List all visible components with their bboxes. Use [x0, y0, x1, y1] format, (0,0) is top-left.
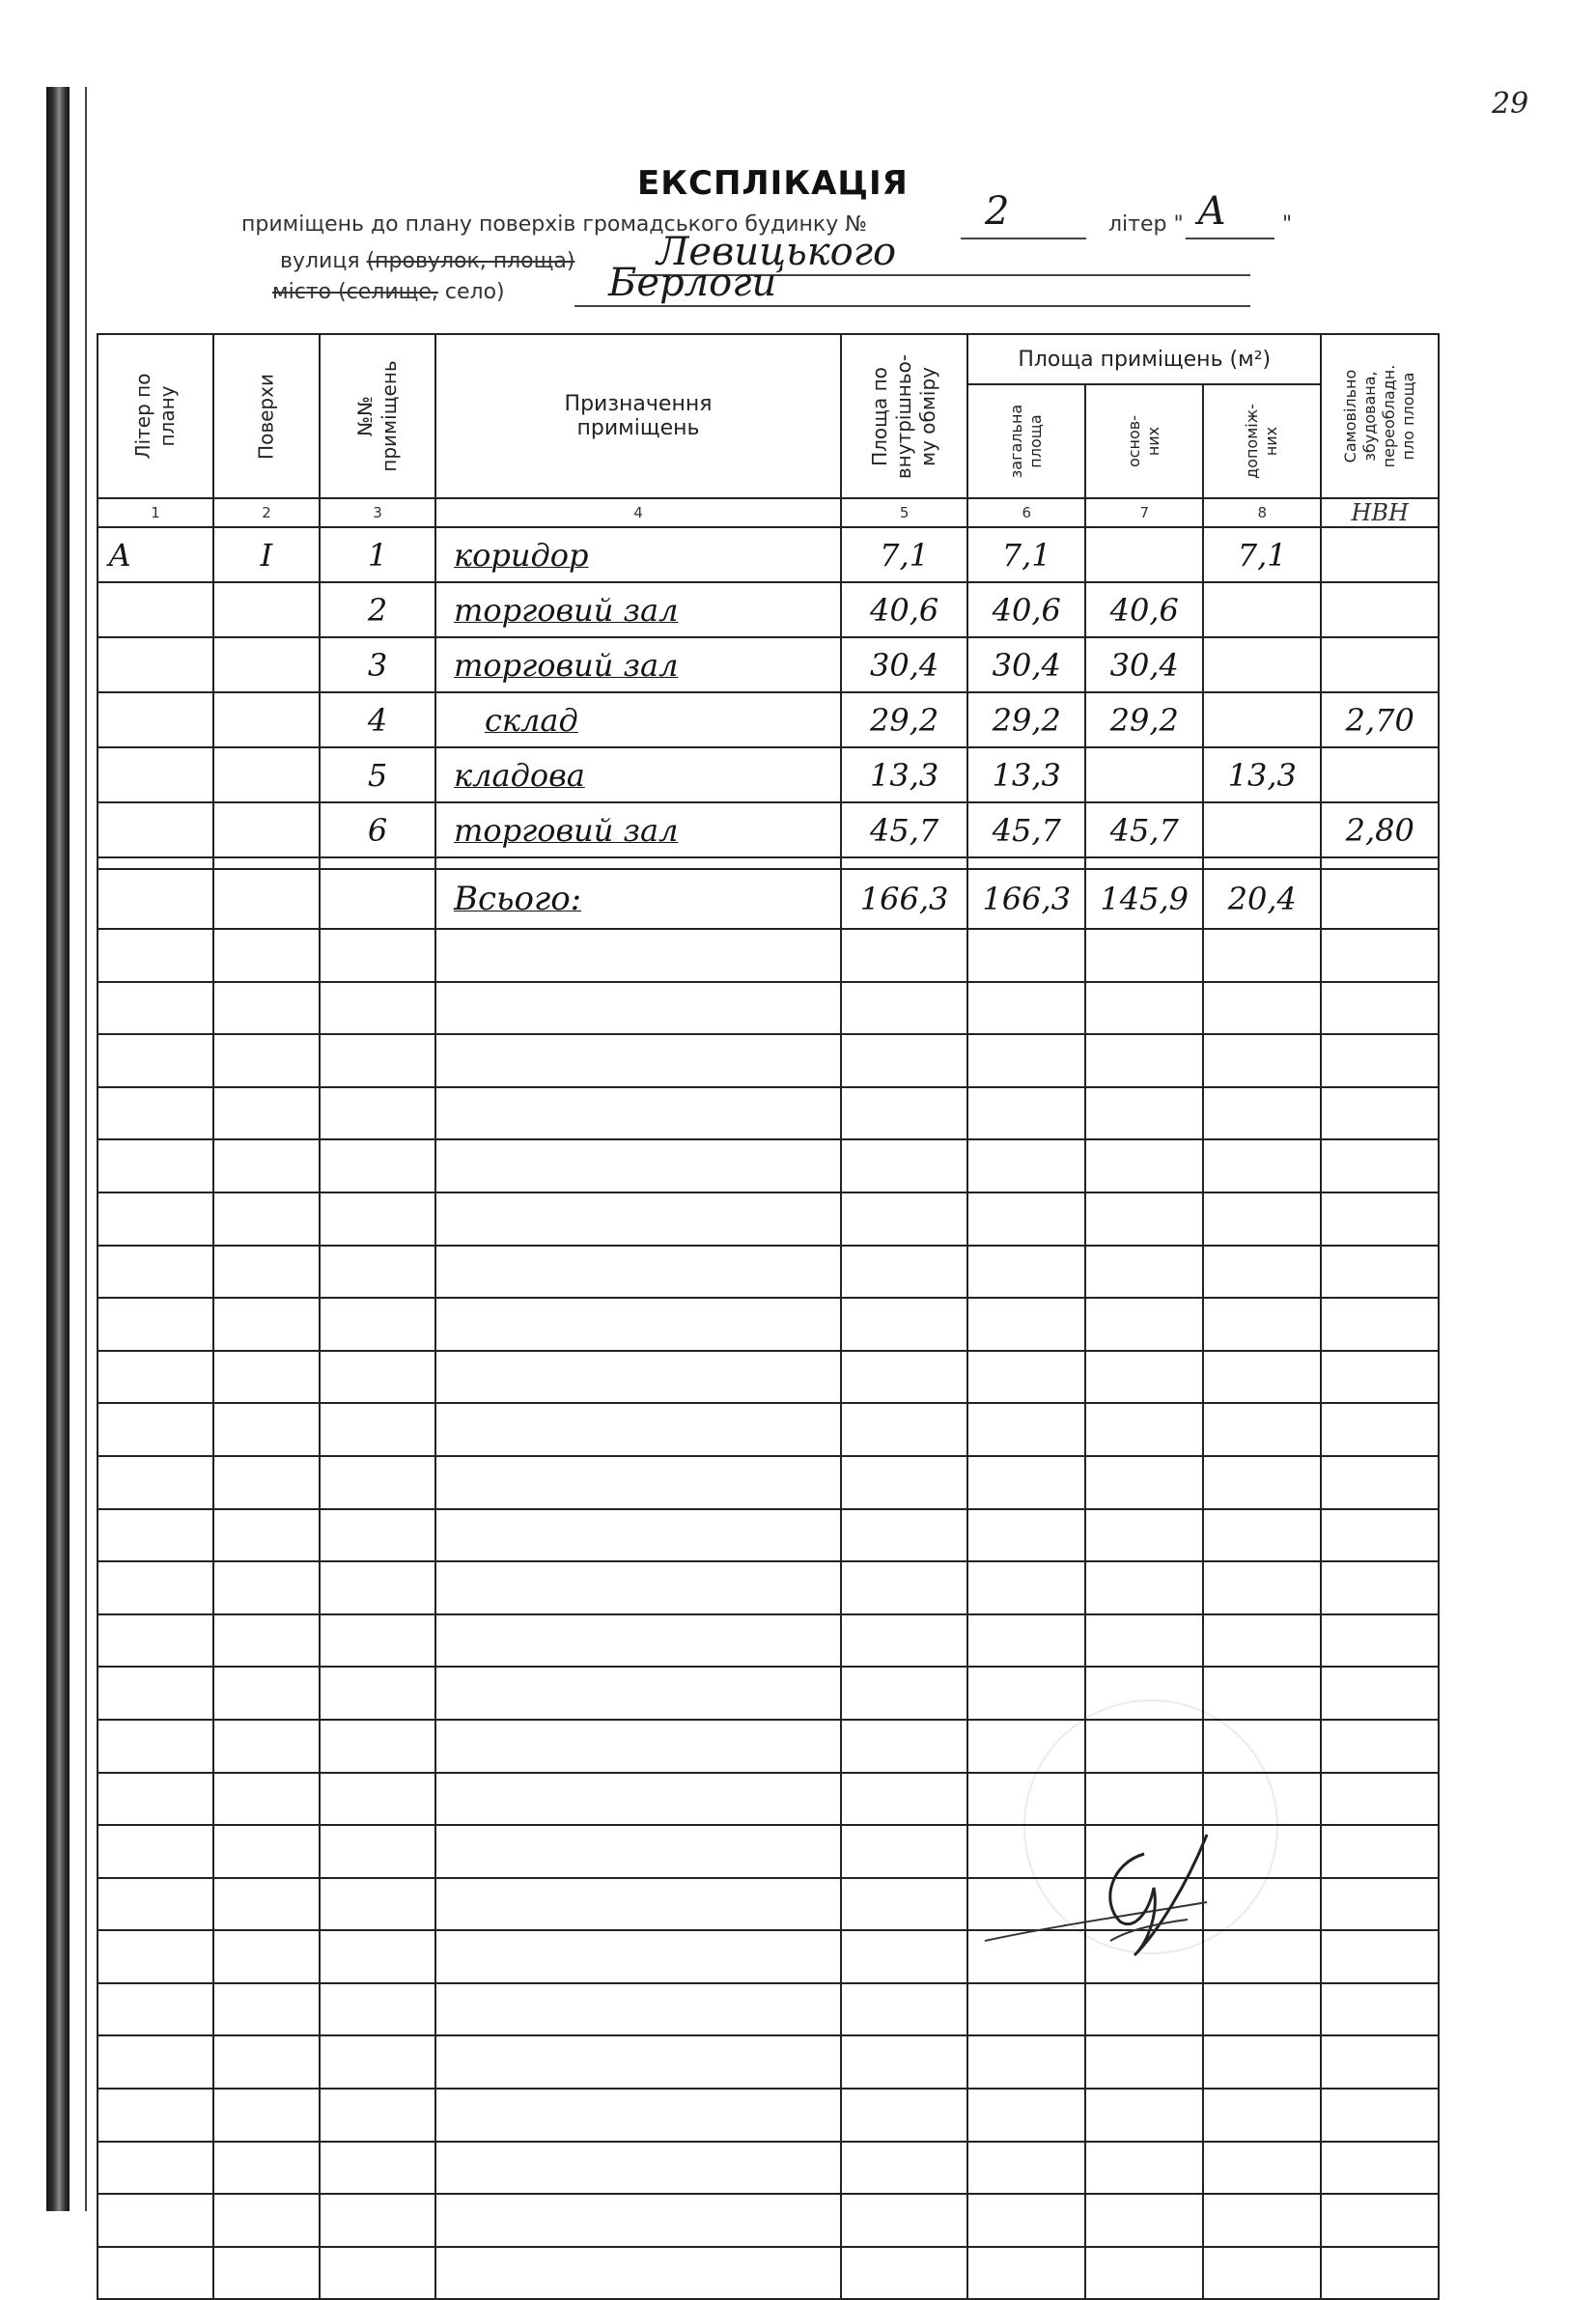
cell-purpose: склад	[435, 692, 841, 747]
col-header-height: Самовільно збудована, переобладн. пло площа	[1321, 334, 1439, 498]
table-row	[98, 802, 1439, 857]
cell-main: 40,6	[1085, 582, 1203, 637]
cell-purpose: кладова	[435, 747, 841, 802]
col-number: 8	[1203, 498, 1321, 527]
empty-row	[98, 1403, 1439, 1456]
col-number: 2	[213, 498, 320, 527]
cell-total: 7,1	[967, 527, 1085, 582]
cell-liter	[98, 637, 213, 692]
empty-row	[98, 2035, 1439, 2089]
empty-row	[98, 1298, 1439, 1351]
cell-liter	[98, 747, 213, 802]
separator-row	[98, 857, 1439, 869]
cell-area: 40,6	[841, 582, 967, 637]
street-label: вулиця	[280, 249, 360, 273]
cell-total: 45,7	[967, 802, 1085, 857]
total-area: 166,3	[841, 869, 967, 929]
empty-row	[98, 929, 1439, 982]
cell-height: 2,80	[1321, 802, 1439, 857]
col-number: 7	[1085, 498, 1203, 527]
col-header-area-internal: Площа по внутрішньо- му обміру	[841, 334, 967, 498]
empty-row	[98, 1561, 1439, 1614]
binding-edge	[46, 87, 70, 2211]
col-number: 5	[841, 498, 967, 527]
col-header-floors: Поверхи	[213, 334, 320, 498]
cell-area: 45,7	[841, 802, 967, 857]
cell-height	[1321, 637, 1439, 692]
cell-floor	[213, 582, 320, 637]
street-struck: (провулок, площа)	[366, 249, 575, 273]
empty-row	[98, 1983, 1439, 2036]
binding-line	[85, 87, 87, 2211]
cell-no: 5	[320, 747, 435, 802]
table-row	[98, 637, 1439, 692]
liter-underline	[1186, 238, 1274, 239]
cell-floor: І	[213, 527, 320, 582]
cell-main: 29,2	[1085, 692, 1203, 747]
empty-row	[98, 2089, 1439, 2142]
cell-height	[1321, 747, 1439, 802]
cell-total: 40,6	[967, 582, 1085, 637]
city-value: Берлоги	[608, 261, 777, 305]
empty-row	[98, 1667, 1439, 1720]
cell-height	[1321, 527, 1439, 582]
cell-no: 2	[320, 582, 435, 637]
cell-area: 13,3	[841, 747, 967, 802]
col-number: 1	[98, 498, 213, 527]
cell-aux	[1203, 582, 1321, 637]
liter-close: "	[1282, 212, 1293, 237]
building-number-underline	[961, 238, 1086, 239]
cell-main	[1085, 527, 1203, 582]
cell-purpose: торговий зал	[435, 637, 841, 692]
col-number: 4	[435, 498, 841, 527]
cell-liter	[98, 582, 213, 637]
cell-height: 2,70	[1321, 692, 1439, 747]
total-total: 166,3	[967, 869, 1085, 929]
city-label: село)	[444, 280, 505, 304]
cell-area: 7,1	[841, 527, 967, 582]
cell-aux	[1203, 637, 1321, 692]
col-header-room-no: №№ приміщень	[320, 334, 435, 498]
cell-height	[1321, 582, 1439, 637]
col-number: 6	[967, 498, 1085, 527]
empty-row	[98, 1139, 1439, 1192]
table-row	[98, 527, 1439, 582]
cell-no: 3	[320, 637, 435, 692]
total-label: Всього:	[435, 869, 841, 929]
cell-aux: 7,1	[1203, 527, 1321, 582]
header-line1-text: приміщень до плану поверхів громадського будинку №	[241, 212, 868, 237]
city-underline	[574, 305, 1250, 307]
empty-row	[98, 1087, 1439, 1140]
col-header-purpose: Призначення приміщень	[435, 334, 841, 498]
cell-liter: А	[98, 527, 213, 582]
empty-row	[98, 1351, 1439, 1404]
explication-table	[97, 333, 1440, 2300]
cell-purpose: торговий зал	[435, 582, 841, 637]
empty-row	[98, 2194, 1439, 2247]
total-main: 145,9	[1085, 869, 1203, 929]
header-line-3	[272, 280, 505, 304]
empty-row	[98, 1192, 1439, 1246]
col-number: 3	[320, 498, 435, 527]
cell-total: 13,3	[967, 747, 1085, 802]
empty-row	[98, 1614, 1439, 1668]
column-numbers-row	[98, 498, 1439, 527]
empty-row	[98, 2247, 1439, 2300]
table-row	[98, 747, 1439, 802]
cell-floor	[213, 747, 320, 802]
col-header-liter: Літер по плану	[98, 334, 213, 498]
cell-main: 45,7	[1085, 802, 1203, 857]
document-title: ЕКСПЛІКАЦІЯ	[637, 164, 909, 203]
cell-aux	[1203, 692, 1321, 747]
empty-row	[98, 1246, 1439, 1299]
building-number: 2	[985, 189, 1010, 234]
cell-floor	[213, 802, 320, 857]
empty-row	[98, 982, 1439, 1035]
cell-main: 30,4	[1085, 637, 1203, 692]
table-row	[98, 692, 1439, 747]
empty-row	[98, 2142, 1439, 2195]
header-line-2	[280, 249, 574, 273]
col-header-main: основ- них	[1085, 384, 1203, 498]
cell-total: 29,2	[967, 692, 1085, 747]
cell-no: 1	[320, 527, 435, 582]
empty-row	[98, 1034, 1439, 1087]
cell-purpose: торговий зал	[435, 802, 841, 857]
cell-no: 4	[320, 692, 435, 747]
signature	[966, 1796, 1255, 1970]
col-header-total-area: загальна площа	[967, 384, 1085, 498]
total-row	[98, 869, 1439, 929]
cell-floor	[213, 692, 320, 747]
cell-area: 30,4	[841, 637, 967, 692]
col-header-aux: допоміж- них	[1203, 384, 1321, 498]
cell-main	[1085, 747, 1203, 802]
street-value: Левицького	[657, 230, 897, 274]
cell-floor	[213, 637, 320, 692]
cell-purpose: коридор	[435, 527, 841, 582]
cell-no: 6	[320, 802, 435, 857]
table-header-row	[98, 334, 1439, 384]
liter-label: літер "	[1108, 212, 1184, 237]
cell-liter	[98, 692, 213, 747]
col-number: НВН	[1321, 498, 1439, 527]
total-aux: 20,4	[1203, 869, 1321, 929]
table-row	[98, 582, 1439, 637]
cell-total: 30,4	[967, 637, 1085, 692]
liter-value: А	[1197, 189, 1227, 234]
cell-aux: 13,3	[1203, 747, 1321, 802]
col-header-area-group: Площа приміщень (м²)	[967, 334, 1321, 384]
page-number: 29	[1492, 87, 1529, 121]
cell-aux	[1203, 802, 1321, 857]
empty-row	[98, 1456, 1439, 1509]
cell-liter	[98, 802, 213, 857]
empty-row	[98, 1509, 1439, 1562]
city-struck: місто (селище,	[272, 280, 438, 304]
cell-area: 29,2	[841, 692, 967, 747]
